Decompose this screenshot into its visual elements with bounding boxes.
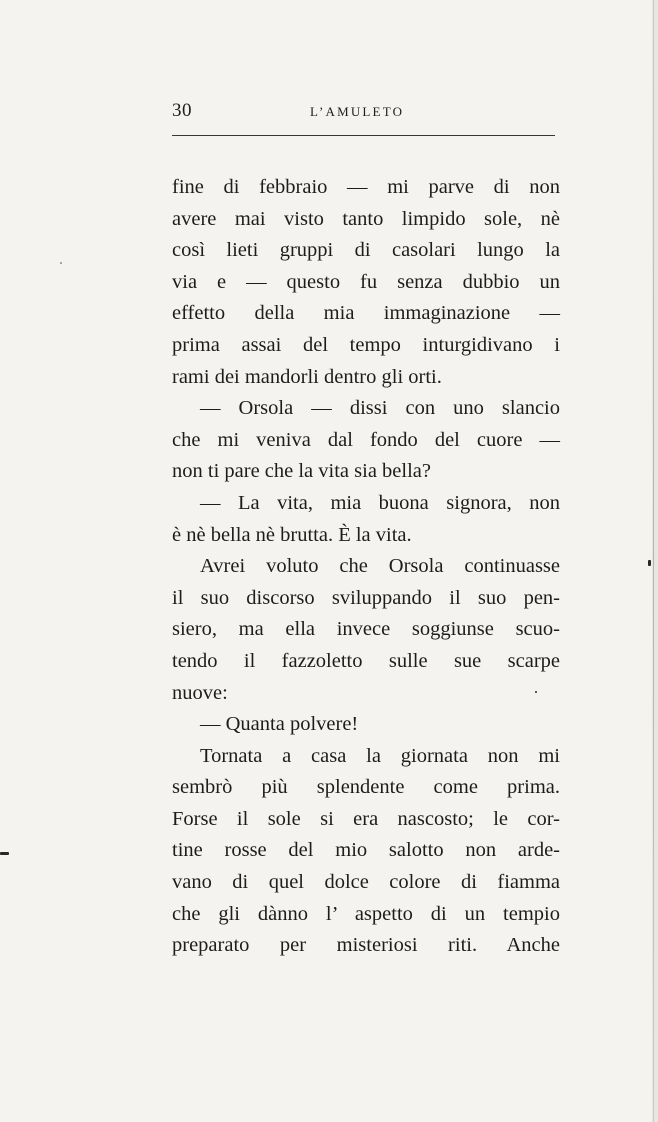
page-edge-line (653, 0, 654, 1122)
text-line: il suo discorso sviluppando il suo pen- (172, 586, 560, 609)
text-line: sembrò più splendente come prima. (172, 776, 560, 799)
text-line: rami dei mandorli dentro gli orti. (172, 365, 442, 388)
text-line: siero, ma ella invece soggiunse scuo- (172, 618, 560, 641)
text-line: tendo il fazzoletto sulle sue scarpe (172, 649, 560, 672)
ink-speck (0, 852, 9, 855)
text-line: — Orsola — dissi con uno slancio (200, 397, 560, 420)
text-line: prima assai del tempo inturgidivano i (172, 333, 560, 356)
text-line: fine di febbraio — mi parve di non (172, 176, 560, 198)
text-line: così lieti gruppi di casolari lungo la (172, 239, 560, 262)
header-rule (172, 135, 555, 136)
text-line: Avrei voluto che Orsola continuasse (200, 555, 560, 578)
text-line: che gli dànno l’ aspetto di un tempio (172, 902, 560, 925)
text-line: preparato per misteriosi riti. Anche (172, 934, 560, 957)
body-text (172, 172, 560, 962)
ink-speck (535, 691, 537, 693)
text-line: avere mai visto tanto limpido sole, nè (172, 207, 560, 230)
text-line: nuove: (172, 681, 228, 704)
text-line: Tornata a casa la giornata non mi (200, 744, 560, 767)
text-line: che mi veniva dal fondo del cuore — (172, 428, 560, 451)
text-line: tine rosse del mio salotto non arde- (172, 839, 560, 862)
running-title: L’AMULETO (310, 104, 405, 119)
text-line: non ti pare che la vita sia bella? (172, 460, 431, 483)
page-number: 30 (172, 100, 192, 121)
text-line: effetto della mia immaginazione — (172, 302, 560, 325)
text-line: vano di quel dolce colore di fiamma (172, 871, 560, 894)
ink-speck (648, 560, 651, 566)
text-line: — Quanta polvere! (200, 713, 359, 736)
page-header (172, 100, 555, 130)
text-line: Forse il sole si era nascosto; le cor- (172, 807, 560, 830)
text-line: via e — questo fu senza dubbio un (172, 270, 560, 293)
text-line: — La vita, mia buona signora, non (200, 491, 560, 514)
text-line: è nè bella nè brutta. È la vita. (172, 523, 412, 546)
ink-speck (60, 262, 62, 264)
